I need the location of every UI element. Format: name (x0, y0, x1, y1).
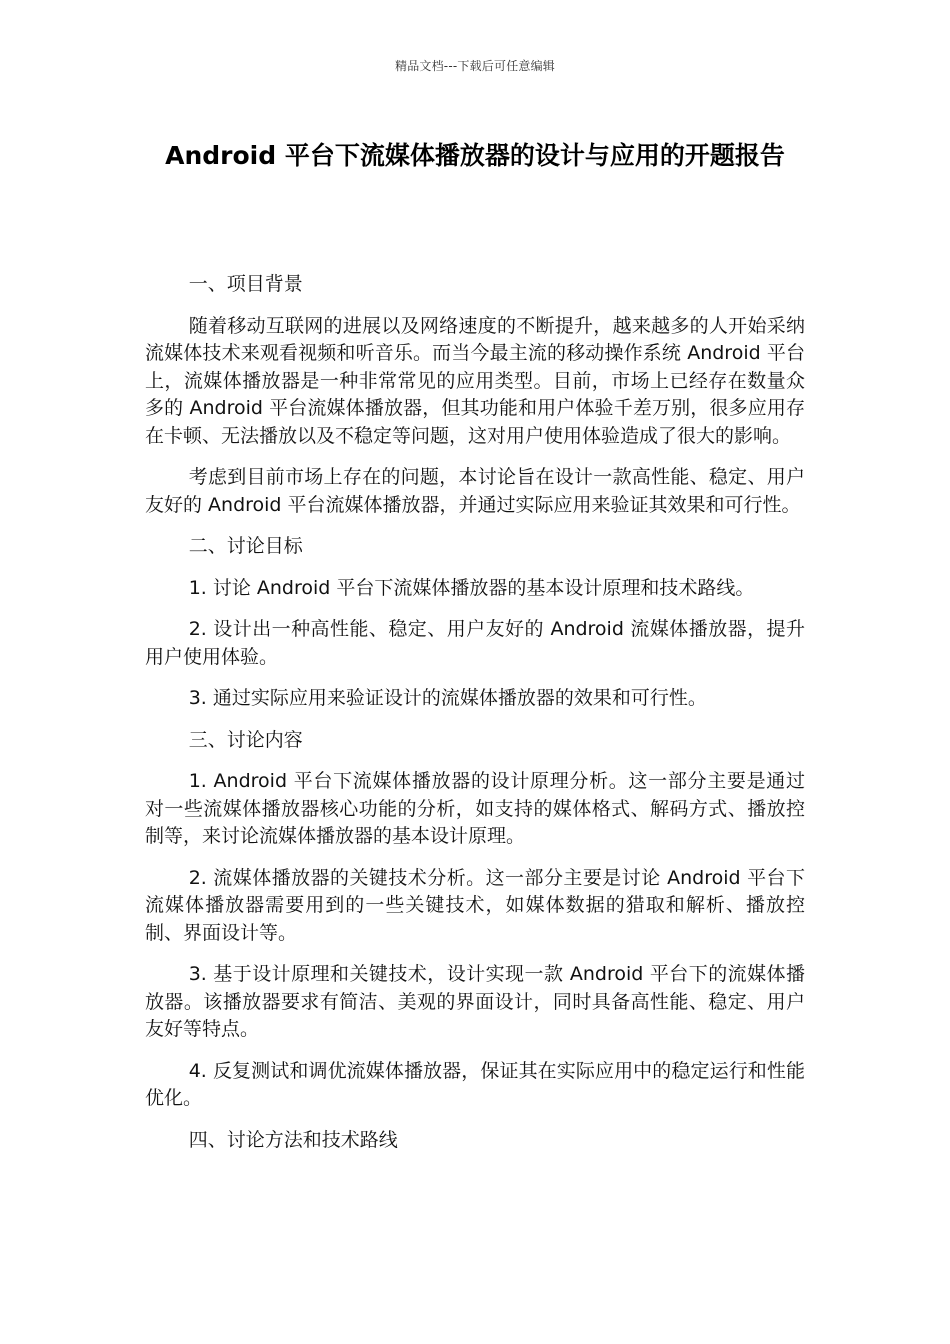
header-note: 精品文档---下载后可任意编辑 (395, 59, 555, 73)
document-title: Android 平台下流媒体播放器的设计与应用的开题报告 (165, 141, 785, 170)
goal-item-3: 3. 通过实际应用来验证设计的流媒体播放器的效果和可行性。 (188, 687, 707, 709)
content-item-1: 1. Android 平台下流媒体播放器的设计原理分析。这一部分主要是通过对一些流媒体播放器核心功能的分析，如支持的媒体格式、解码方式、播放控制等，来讨论流媒体播放器的基本设计原理。 (145, 770, 805, 847)
background-paragraph-1: 随着移动互联网的进展以及网络速度的不断提升，越来越多的人开始采纳流媒体技术来观看视频和听音乐。而当今最主流的移动操作系统 Android 平台上，流媒体播放器是一种非常常见的应用类型。目前，市场上已经存在数量众多的 Android 平台流媒体播放器，但其功能和用户体验千差万别，很多应用存在卡顿、无法播放以及不稳定等问题，这对用户使用体验造成了很大的影响。 (145, 314, 805, 447)
section-heading-goals: 二、讨论目标 (188, 535, 303, 557)
section-heading-background: 一、项目背景 (188, 273, 303, 295)
background-paragraph-2: 考虑到目前市场上存在的问题，本讨论旨在设计一款高性能、稳定、用户友好的 Android 平台流媒体播放器，并通过实际应用来验证其效果和可行性。 (145, 466, 805, 516)
section-heading-content: 三、讨论内容 (188, 728, 303, 751)
goal-item-1: 1. 讨论 Android 平台下流媒体播放器的基本设计原理和技术路线。 (188, 576, 755, 599)
section-heading-methods: 四、讨论方法和技术路线 (188, 1128, 398, 1151)
goal-item-2: 2. 设计出一种高性能、稳定、用户友好的 Android 流媒体播放器，提升用户使用体验。 (145, 618, 805, 668)
content-item-2: 2. 流媒体播放器的关键技术分析。这一部分主要是讨论 Android 平台下流媒体播放器需要用到的一些关键技术，如媒体数据的猎取和解析、播放控制、界面设计等。 (145, 866, 805, 944)
document-body (145, 271, 805, 1168)
content-item-4: 4. 反复测试和调优流媒体播放器，保证其在实际应用中的稳定运行和性能优化。 (145, 1059, 805, 1109)
content-item-3: 3. 基于设计原理和关键技术，设计实现一款 Android 平台下的流媒体播放器。该播放器要求有简洁、美观的界面设计，同时具备高性能、稳定、用户友好等特点。 (145, 963, 805, 1040)
